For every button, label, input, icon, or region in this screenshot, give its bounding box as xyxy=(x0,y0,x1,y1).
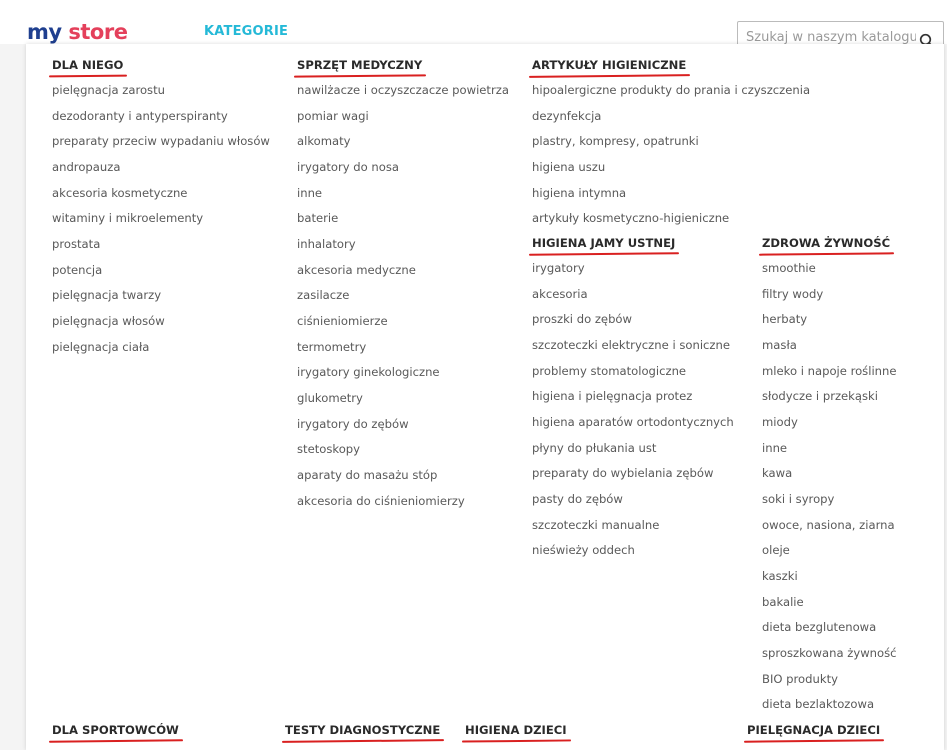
subcategory-link[interactable]: akcesoria do ciśnieniomierzy xyxy=(297,493,465,508)
subcategory-link[interactable]: pasty do zębów xyxy=(532,491,623,506)
subcategory-link[interactable]: pielęgnacja zarostu xyxy=(52,83,165,97)
subcategory-link[interactable]: ciśnieniomierze xyxy=(297,313,388,328)
category-heading-higiena-dzieci[interactable]: HIGIENA DZIECI xyxy=(465,720,567,740)
subcategory-link[interactable]: higiena intymna xyxy=(532,185,627,200)
subcategory-link[interactable]: kawa xyxy=(762,466,793,481)
subcategory-link[interactable]: kaszki xyxy=(762,568,798,583)
subcategory-link[interactable]: problemy stomatologiczne xyxy=(532,363,687,378)
subcategory-link[interactable]: szczoteczki elektryczne i soniczne xyxy=(532,337,730,352)
subcategory-link[interactable]: dieta bezlaktozowa xyxy=(762,697,875,712)
category-heading-artykuly-higieniczne[interactable]: ARTYKUŁY HIGIENICZNE xyxy=(532,55,686,75)
subcategory-link[interactable]: szczoteczki manualne xyxy=(532,517,660,532)
logo-my-text: my xyxy=(27,20,62,44)
subcategory-link[interactable]: soki i syropy xyxy=(762,491,835,506)
subcategory-list-dla-niego xyxy=(52,78,270,360)
subcategory-link[interactable]: słodycze i przekąski xyxy=(762,389,878,404)
subcategory-link[interactable]: bakalie xyxy=(762,594,804,609)
subcategory-link[interactable]: proszki do zębów xyxy=(532,312,633,327)
subcategory-list-zdrowa-zywnosc xyxy=(762,256,897,718)
subcategory-link[interactable]: dezynfekcja xyxy=(532,108,602,123)
subcategory-link[interactable]: owoce, nasiona, ziarna xyxy=(762,517,895,532)
subcategory-link[interactable]: alkomaty xyxy=(297,134,351,149)
subcategory-link[interactable]: andropauza xyxy=(52,159,121,174)
subcategory-link[interactable]: masła xyxy=(762,337,797,352)
subcategory-link[interactable]: irygatory ginekologiczne xyxy=(297,365,440,380)
subcategory-list-higiena-jamy-ustnej xyxy=(532,256,734,564)
subcategory-link[interactable]: glukometry xyxy=(297,390,363,405)
subcategory-link[interactable]: oleje xyxy=(762,543,790,558)
subcategory-link[interactable]: inhalatory xyxy=(297,236,356,251)
column-artykuly-higieniczne xyxy=(532,54,810,232)
subcategory-link[interactable]: herbaty xyxy=(762,312,808,327)
logo-store-text: store xyxy=(68,20,128,44)
subcategory-link[interactable]: stetoskopy xyxy=(297,442,361,457)
category-heading-dla-niego[interactable]: DLA NIEGO xyxy=(52,55,123,75)
column-higiena-jamy-ustnej xyxy=(532,232,734,564)
subcategory-link[interactable]: pielęgnacja włosów xyxy=(52,313,165,328)
subcategory-link[interactable]: nieświeży oddech xyxy=(532,543,635,558)
subcategory-link[interactable]: termometry xyxy=(297,339,367,354)
subcategory-link[interactable]: dieta bezglutenowa xyxy=(762,620,877,635)
store-logo[interactable] xyxy=(27,20,127,44)
categories-dropdown-menu xyxy=(26,44,944,750)
column-sprzet-medyczny xyxy=(297,54,509,514)
column-dla-niego xyxy=(52,54,270,360)
subcategory-link[interactable]: BIO produkty xyxy=(762,671,838,686)
category-heading-higiena-jamy-ustnej[interactable]: HIGIENA JAMY USTNEJ xyxy=(532,233,675,253)
subcategory-link[interactable]: akcesoria medyczne xyxy=(297,262,416,277)
subcategory-link[interactable]: nawilżacze i oczyszczacze powietrza xyxy=(297,83,509,97)
column-zdrowa-zywnosc xyxy=(762,232,897,718)
subcategory-link[interactable]: higiena uszu xyxy=(532,159,606,174)
subcategory-link[interactable]: preparaty do wybielania zębów xyxy=(532,466,714,481)
subcategory-link[interactable]: płyny do płukania ust xyxy=(532,440,657,455)
subcategory-link[interactable]: inne xyxy=(297,185,323,200)
subcategory-link[interactable]: prostata xyxy=(52,236,101,251)
subcategory-link[interactable]: higiena aparatów ortodontycznych xyxy=(532,414,734,429)
nav-categories-link[interactable]: KATEGORIE xyxy=(204,24,289,39)
subcategory-link[interactable]: mleko i napoje roślinne xyxy=(762,363,897,378)
category-heading-zdrowa-zywnosc[interactable]: ZDROWA ŻYWNOŚĆ xyxy=(762,233,890,253)
subcategory-link[interactable]: miody xyxy=(762,414,798,429)
subcategory-link[interactable]: preparaty przeciw wypadaniu włosów xyxy=(52,134,270,149)
subcategory-list-artykuly-higieniczne xyxy=(532,78,810,232)
subcategory-link[interactable]: pielęgnacja twarzy xyxy=(52,288,162,303)
subcategory-link[interactable]: hipoalergiczne produkty do prania i czyszczenia xyxy=(532,83,811,97)
subcategory-link[interactable]: baterie xyxy=(297,211,339,226)
subcategory-link[interactable]: sproszkowana żywność xyxy=(762,645,897,660)
subcategory-link[interactable]: artykuły kosmetyczno-higieniczne xyxy=(532,211,730,226)
subcategory-link[interactable]: filtry wody xyxy=(762,286,824,301)
subcategory-list-sprzet-medyczny xyxy=(297,78,509,514)
category-heading-sprzet-medyczny[interactable]: SPRZĘT MEDYCZNY xyxy=(297,55,422,75)
subcategory-link[interactable]: akcesoria xyxy=(532,286,588,301)
search-input[interactable] xyxy=(746,30,916,45)
category-heading-dla-sportowcow[interactable]: DLA SPORTOWCÓW xyxy=(52,720,179,740)
subcategory-link[interactable]: irygatory do zębów xyxy=(297,416,409,431)
subcategory-link[interactable]: inne xyxy=(762,440,788,455)
category-heading-testy-diagnostyczne[interactable]: TESTY DIAGNOSTYCZNE xyxy=(285,720,440,740)
subcategory-link[interactable]: plastry, kompresy, opatrunki xyxy=(532,134,699,149)
subcategory-link[interactable]: higiena i pielęgnacja protez xyxy=(532,389,693,404)
subcategory-link[interactable]: dezodoranty i antyperspiranty xyxy=(52,108,228,123)
subcategory-link[interactable]: irygatory do nosa xyxy=(297,159,399,174)
subcategory-link[interactable]: witaminy i mikroelementy xyxy=(52,211,204,226)
category-heading-pielegnacja-dzieci[interactable]: PIELĘGNACJA DZIECI xyxy=(747,720,880,740)
subcategory-link[interactable]: zasilacze xyxy=(297,288,350,303)
subcategory-link[interactable]: smoothie xyxy=(762,261,816,275)
subcategory-link[interactable]: pomiar wagi xyxy=(297,108,369,123)
subcategory-link[interactable]: aparaty do masażu stóp xyxy=(297,467,438,482)
subcategory-link[interactable]: irygatory xyxy=(532,261,585,275)
subcategory-link[interactable]: potencja xyxy=(52,262,103,277)
subcategory-link[interactable]: pielęgnacja ciała xyxy=(52,339,150,354)
subcategory-link[interactable]: akcesoria kosmetyczne xyxy=(52,185,188,200)
